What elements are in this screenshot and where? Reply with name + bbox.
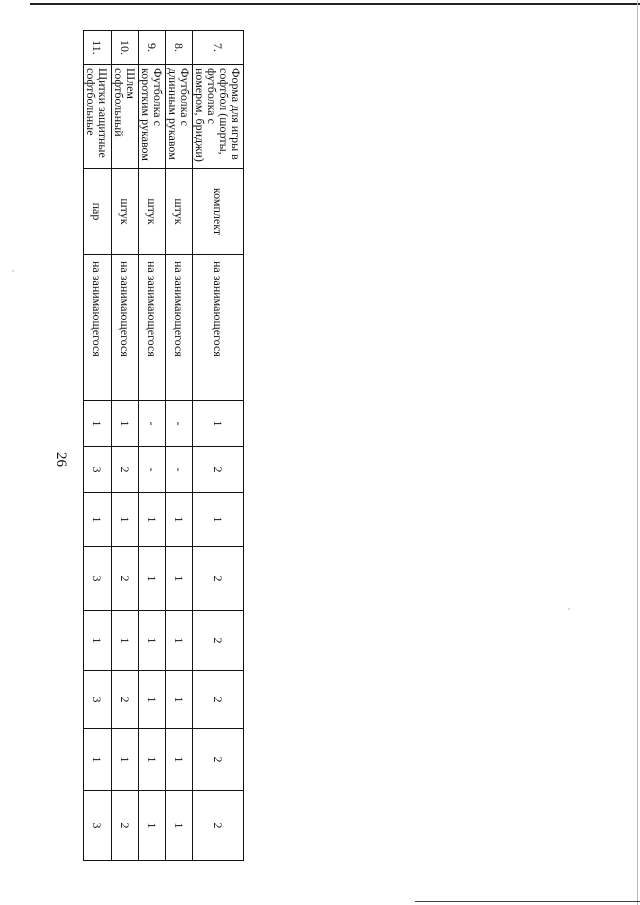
quantity-cell: 3 <box>84 791 112 861</box>
quantity-cell: 1 <box>139 493 166 547</box>
calculation-unit: на занимающегося <box>112 255 139 401</box>
quantity-cell: 1 <box>139 729 166 791</box>
quantity-cell: 2 <box>112 547 139 611</box>
quantity-cell: 2 <box>193 611 244 671</box>
quantity-cell: 1 <box>166 791 193 861</box>
page-number: 26 <box>53 452 69 467</box>
calculation-unit: на занимающегося <box>193 255 244 401</box>
quantity-cell: 1 <box>166 493 193 547</box>
quantity-cell: 3 <box>84 671 112 729</box>
quantity-cell: 1 <box>139 791 166 861</box>
table-row-9 <box>139 31 166 861</box>
scan-speck <box>12 270 14 272</box>
quantity-cell: 2 <box>112 447 139 493</box>
table-row-7 <box>193 31 244 861</box>
row-number: 10. <box>112 31 139 65</box>
item-name: Форма для игры в софтбол (шорты, футболка с номером, бриджи) <box>193 65 244 169</box>
quantity-cell: 1 <box>193 493 244 547</box>
unit-of-measure: штук <box>139 169 166 255</box>
quantity-cell: 1 <box>166 611 193 671</box>
quantity-cell: 2 <box>112 791 139 861</box>
equipment-table <box>83 30 244 861</box>
row-number: 9. <box>139 31 166 65</box>
calculation-unit: на занимающегося <box>84 255 112 401</box>
quantity-cell: 1 <box>139 547 166 611</box>
quantity-cell: 1 <box>112 493 139 547</box>
quantity-cell: 1 <box>84 729 112 791</box>
table-row-10 <box>112 31 139 861</box>
scan-bottom-edge <box>415 901 640 902</box>
calculation-unit: на занимающегося <box>139 255 166 401</box>
quantity-cell: 2 <box>193 547 244 611</box>
calculation-unit: на занимающегося <box>166 255 193 401</box>
unit-of-measure: штук <box>166 169 193 255</box>
item-name: Футболка с коротким рукавом <box>139 65 166 169</box>
table-row-8 <box>166 31 193 861</box>
unit-of-measure: комплект <box>193 169 244 255</box>
scan-right-edge <box>637 0 638 905</box>
quantity-cell: 1 <box>139 671 166 729</box>
quantity-cell: 1 <box>84 401 112 447</box>
quantity-cell: 2 <box>193 729 244 791</box>
unit-of-measure: штук <box>112 169 139 255</box>
quantity-cell: 1 <box>112 729 139 791</box>
quantity-cell: 1 <box>166 729 193 791</box>
row-number: 8. <box>166 31 193 65</box>
quantity-cell: - <box>166 401 193 447</box>
scan-speck <box>568 608 570 610</box>
quantity-cell: 2 <box>193 791 244 861</box>
quantity-cell: 1 <box>166 547 193 611</box>
quantity-cell: 1 <box>112 401 139 447</box>
quantity-cell: 2 <box>193 447 244 493</box>
quantity-cell: - <box>139 447 166 493</box>
quantity-cell: 1 <box>84 493 112 547</box>
table-row-11 <box>84 31 112 861</box>
quantity-cell: 3 <box>84 447 112 493</box>
table-rotated-container <box>84 30 244 860</box>
quantity-cell: 1 <box>84 611 112 671</box>
quantity-cell: 1 <box>139 611 166 671</box>
scan-top-edge <box>30 3 640 5</box>
row-number: 11. <box>84 31 112 65</box>
item-name: Щитки защитные софтбольные <box>84 65 112 169</box>
item-name: Шлем софтбольный <box>112 65 139 169</box>
quantity-cell: - <box>166 447 193 493</box>
quantity-cell: 1 <box>166 671 193 729</box>
row-number: 7. <box>193 31 244 65</box>
quantity-cell: 3 <box>84 547 112 611</box>
unit-of-measure: пар <box>84 169 112 255</box>
item-name: Футболка с длинным рукавом <box>166 65 193 169</box>
quantity-cell: 1 <box>112 611 139 671</box>
quantity-cell: 2 <box>193 671 244 729</box>
quantity-cell: - <box>139 401 166 447</box>
quantity-cell: 2 <box>112 671 139 729</box>
quantity-cell: 1 <box>193 401 244 447</box>
